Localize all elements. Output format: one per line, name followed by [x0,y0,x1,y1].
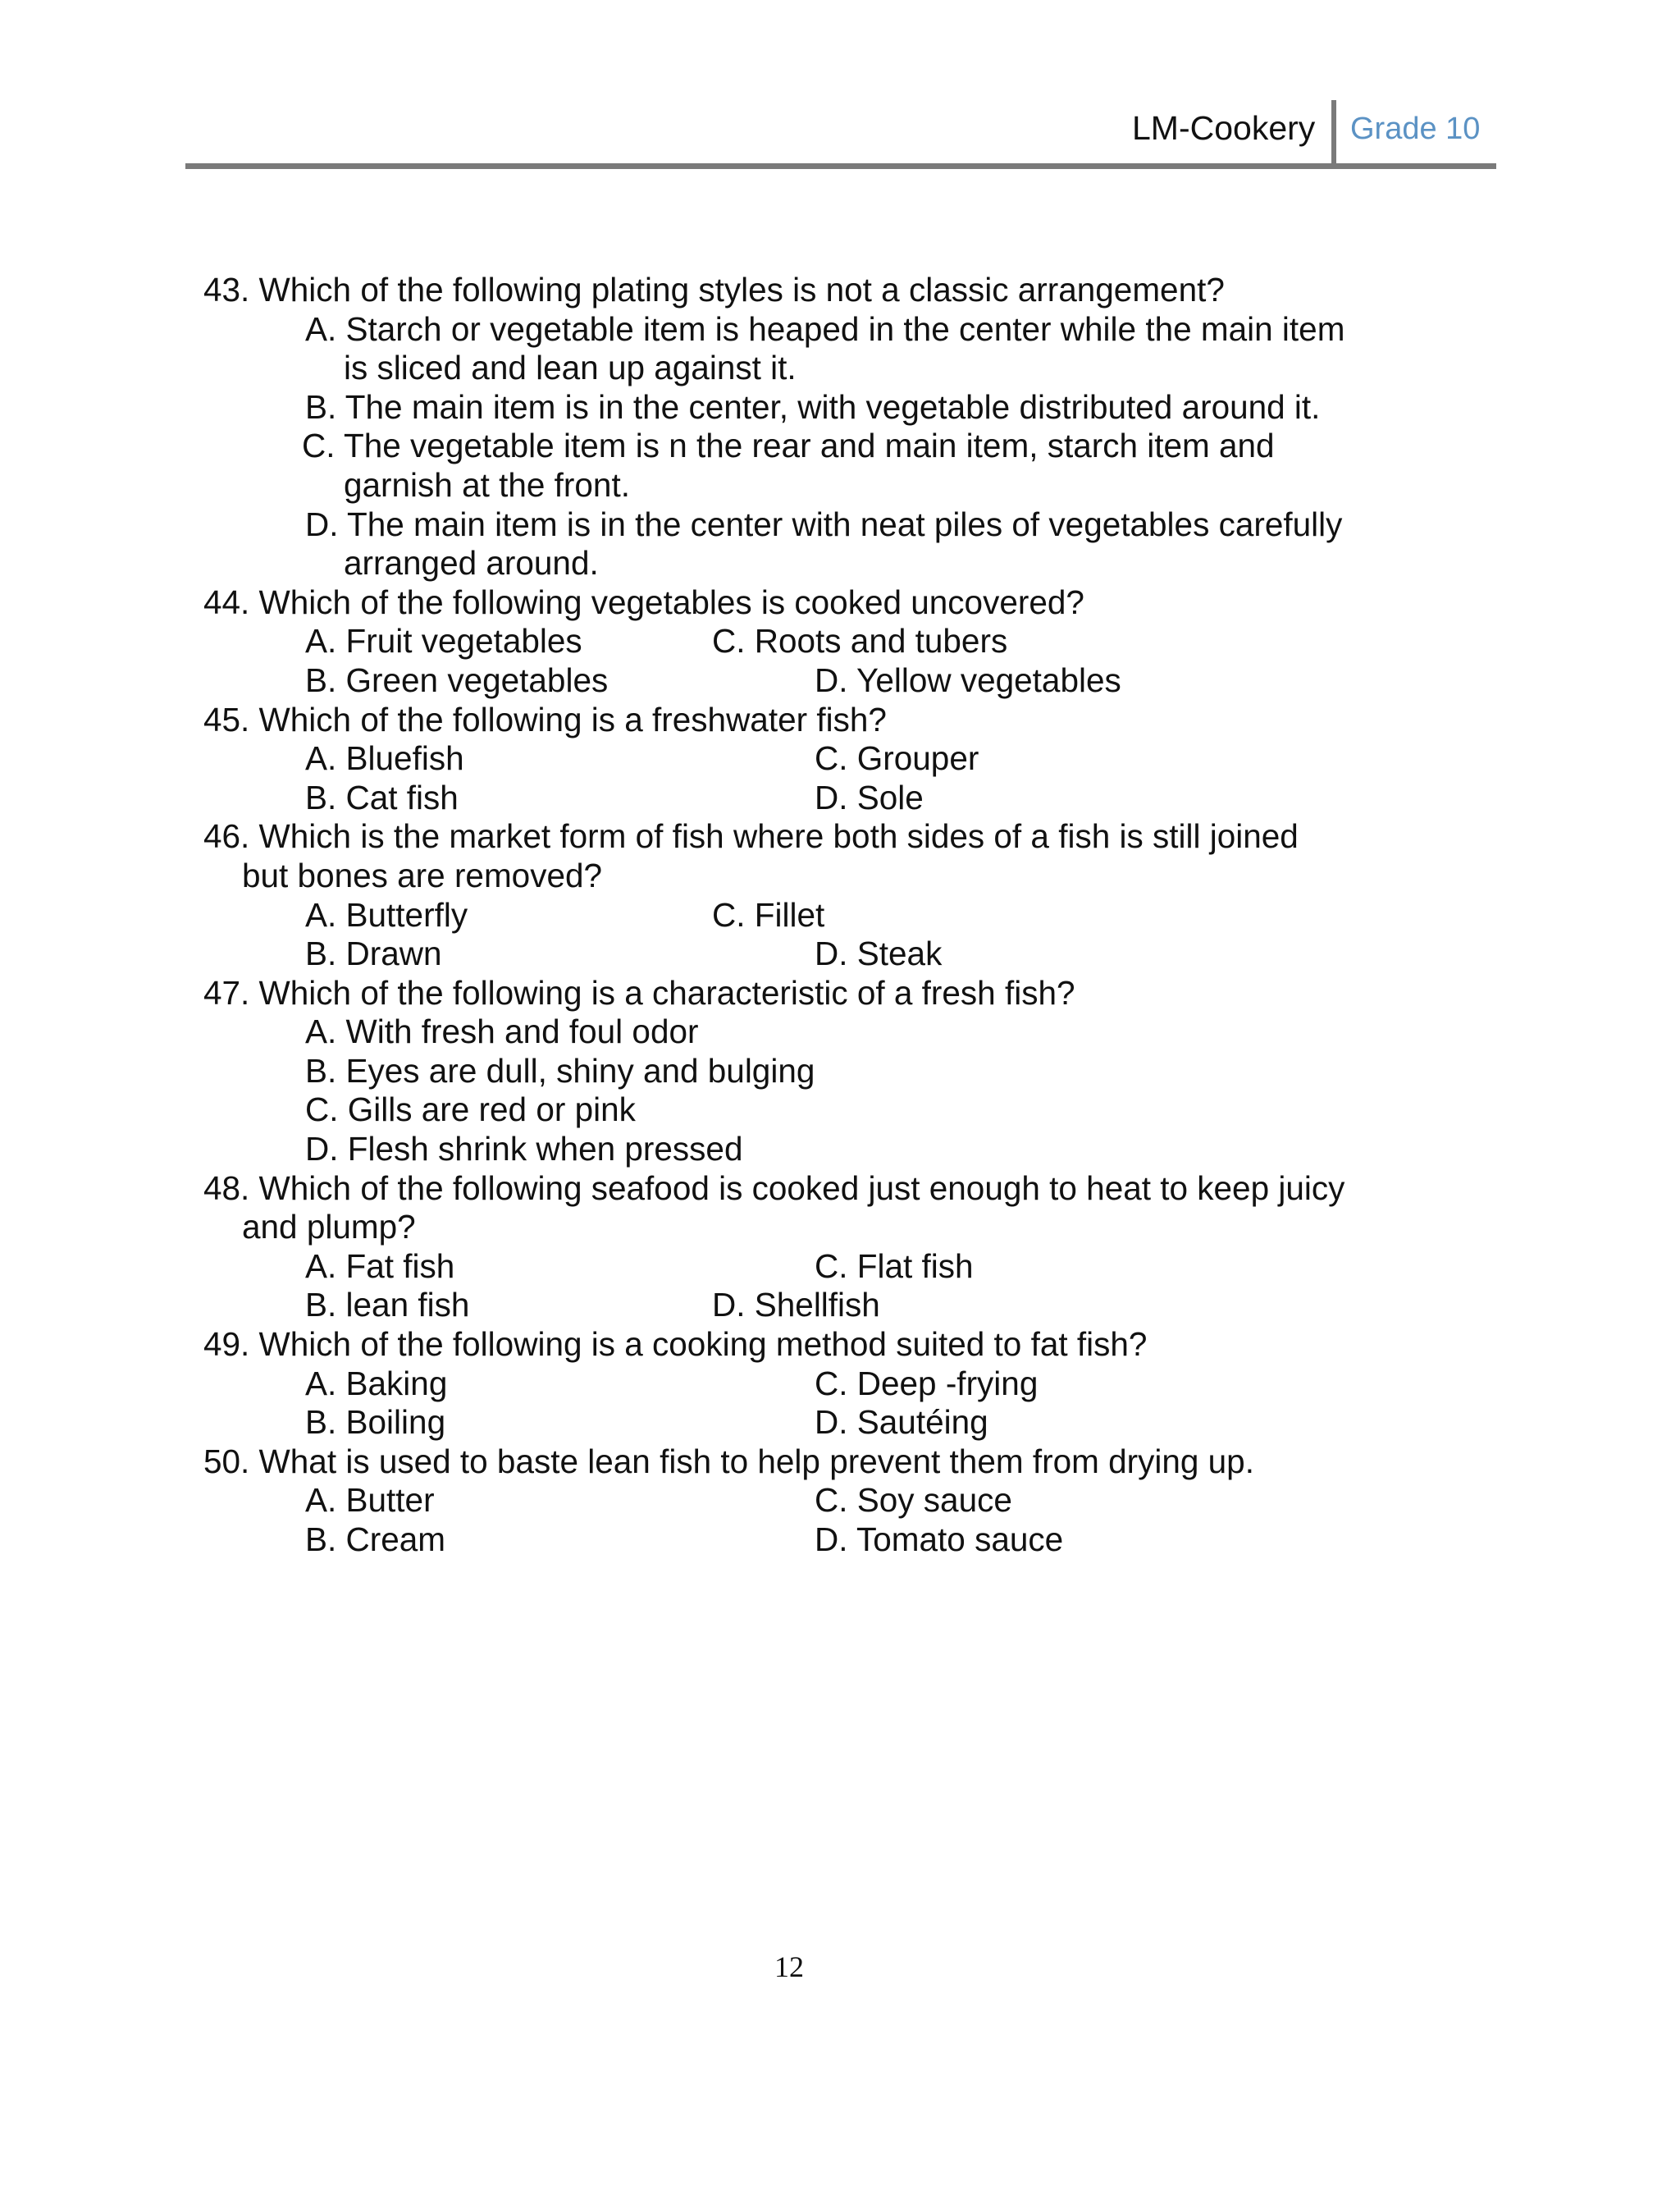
question-49-option-c: C. Deep -frying [815,1364,1039,1402]
question-44-option-a: A. Fruit vegetables [305,622,582,661]
question-43-option-d: D. The main item is in the center with neat piles of vegetables carefully [305,505,1343,543]
question-47-stem: 47. Which of the following is a characteristic of a fresh fish? [203,973,1075,1012]
question-44-option-d: D. Yellow vegetables [815,661,1121,699]
question-50-options-row-1 [0,1481,1680,1520]
question-48-options-row-1 [0,1247,1680,1287]
question-44-option-c: C. Roots and tubers [712,622,1008,661]
page-header [0,0,1680,172]
question-46-option-b: B. Drawn [305,935,442,973]
question-50-option-b: B. Cream [305,1520,446,1558]
question-47-option-d: D. Flesh shrink when pressed [305,1130,743,1168]
module-title: LM-Cookery [1132,109,1316,147]
question-49-options-row-1 [0,1365,1680,1404]
question-46-option-a: A. Butterfly [305,895,468,934]
question-47-option-a: A. With fresh and foul odor [305,1013,699,1051]
question-49-option-d: D. Sautéing [815,1403,988,1442]
question-44-options-row-2 [0,661,1680,701]
question-44-option-b: B. Green vegetables [305,661,609,699]
question-46-options-row-1 [0,896,1680,935]
question-45-option-b: B. Cat fish [305,778,459,816]
question-48-options-row-2 [0,1286,1680,1325]
question-44-stem: 44. Which of the following vegetables is cooked uncovered? [203,583,1084,621]
question-48-option-b: B. lean fish [305,1286,470,1324]
question-43-option-d-continued: arranged around. [344,544,599,583]
header-rule [185,163,1496,169]
question-43-option-c: C. The vegetable item is n the rear and main item, starch item and [302,427,1275,465]
question-46-option-d: D. Steak [815,935,943,973]
question-43-option-b: B. The main item is in the center, with vegetable distributed around it. [305,387,1321,426]
question-48-stem: 48. Which of the following seafood is cooked just enough to heat to keep juicy [203,1168,1345,1207]
question-50-options-row-2 [0,1520,1680,1560]
question-45-option-d: D. Sole [815,778,924,816]
question-48-stem-continued: and plump? [242,1208,416,1246]
question-43-stem: 43. Which of the following plating styles is not a classic arrangement? [203,271,1225,309]
question-45-option-c: C. Grouper [815,739,979,778]
question-46-stem: 46. Which is the market form of fish where both sides of a fish is still joined [203,817,1299,856]
question-43-option-c-continued: garnish at the front. [344,465,630,504]
page-number: 12 [774,1950,804,1983]
question-48-option-c: C. Flat fish [815,1246,974,1285]
question-44-options-row-1 [0,622,1680,661]
question-48-option-d: D. Shellfish [712,1286,880,1324]
question-45-option-a: A. Bluefish [305,739,464,778]
question-49-option-a: A. Baking [305,1364,448,1402]
question-46-option-c: C. Fillet [712,895,825,934]
question-48-option-a: A. Fat fish [305,1246,455,1285]
question-47-option-b: B. Eyes are dull, shiny and bulging [305,1051,815,1090]
question-50-option-d: D. Tomato sauce [815,1520,1064,1558]
question-50-option-a: A. Butter [305,1481,435,1520]
question-45-options-row-2 [0,779,1680,818]
question-43-option-a-continued: is sliced and lean up against it. [344,349,797,387]
question-49-option-b: B. Boiling [305,1403,446,1442]
grade-label: Grade 10 [1350,112,1481,146]
question-46-options-row-2 [0,935,1680,974]
question-49-options-row-2 [0,1403,1680,1442]
question-list [0,271,1680,1560]
question-45-stem: 45. Which of the following is a freshwater fish? [203,700,887,738]
question-47-option-c: C. Gills are red or pink [305,1090,636,1129]
header-divider [1331,100,1336,167]
question-49-stem: 49. Which of the following is a cooking method suited to fat fish? [203,1325,1148,1364]
question-46-stem-continued: but bones are removed? [242,856,603,894]
question-43-option-a: A. Starch or vegetable item is heaped in the center while the main item [305,309,1345,348]
question-50-stem: 50. What is used to baste lean fish to help prevent them from drying up. [203,1442,1254,1480]
question-45-options-row-1 [0,739,1680,779]
question-50-option-c: C. Soy sauce [815,1481,1012,1520]
